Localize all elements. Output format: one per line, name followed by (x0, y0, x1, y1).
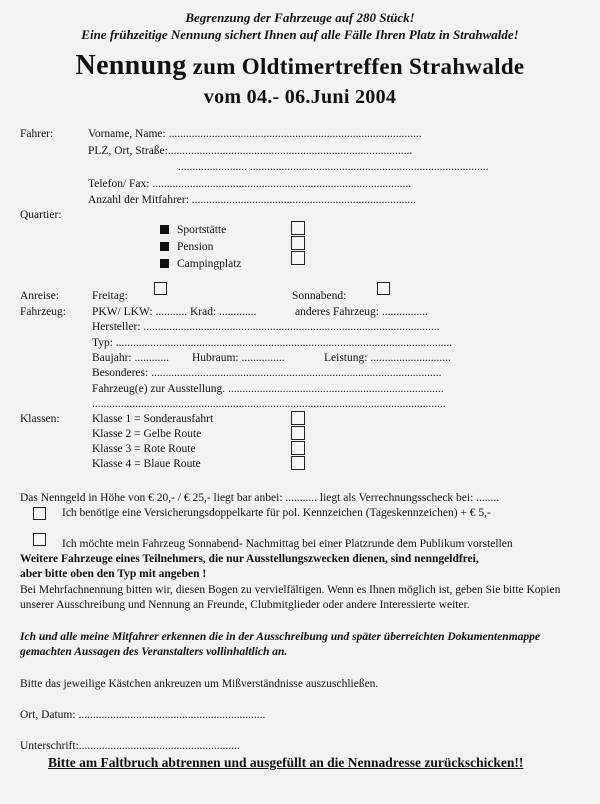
checkbox-class-2[interactable] (291, 426, 305, 440)
class-item-3: Klasse 3 = Rote Route (92, 443, 196, 455)
checkbox-insurance[interactable] (33, 507, 46, 520)
note-bold-line-2: aber bitte oben den Typ mit angeben ! (20, 568, 207, 580)
class-item-4: Klasse 4 = Blaue Route (92, 458, 201, 470)
title-rest: zum Oldtimertreffen Strahwalde (186, 54, 525, 79)
vehicle-extra-field[interactable]: ........................................................................................................................... (92, 398, 446, 410)
fee-line[interactable]: Das Nenngeld in Höhe von € 20,- / € 25,- liegt bar anbei: ........... liegt als Verrechnungsscheck bei: ........ (20, 492, 500, 504)
quartier-option-campingplatz: Campingplatz (160, 258, 242, 270)
other-vehicle-field[interactable]: anderes Fahrzeug: ................ (295, 306, 428, 318)
bullet-square-icon (160, 259, 169, 268)
footer-instruction: Bitte am Faltbruch abtrennen und ausgefüllt an die Nennadresse zurückschicken!! (48, 755, 524, 770)
note-acknowledgement: Ich und alle meine Mitfahrer erkennen die in der Ausschreibung und später überreichten Dokumentenmappe gemachten Aussagen des Veranstalters vollinhaltlich an. (20, 631, 541, 658)
note-bold-line-1: Weitere Fahrzeuge eines Teilnehmers, die nur Ausstellungszwecken dienen, sind nenngeldfrei, (20, 553, 479, 565)
fahrzeug-label: Fahrzeug: (20, 306, 66, 318)
friday-label: Freitag: (92, 290, 128, 302)
checkbox-saturday[interactable] (377, 282, 390, 295)
saturday-label: Sonnabend: (292, 290, 347, 302)
manufacturer-field[interactable]: Hersteller: ....................................................................................................... (92, 321, 440, 333)
quartier-label: Quartier: (20, 209, 62, 221)
checkbox-exhibit[interactable] (33, 533, 46, 546)
signature-field[interactable]: Unterschrift:........................................................ (20, 740, 240, 752)
displacement-field[interactable]: Hubraum: ............... (192, 352, 285, 364)
insurance-label: Ich benötige eine Versicherungsdoppelkarte für pol. Kennzeichen (Tageskennzeichen) + € 5,- (62, 507, 491, 519)
exhibit-label: Ich möchte mein Fahrzeug Sonnabend- Nachmittag bei einer Platzrunde dem Publikum vorstellen (62, 538, 513, 550)
name-field[interactable]: Vorname, Name: ........................................................................................ (88, 128, 422, 140)
bullet-square-icon (160, 225, 169, 234)
exhibition-field[interactable]: Fahrzeug(e) zur Ausstellung. ........................................................................... (92, 383, 444, 395)
bullet-square-icon (160, 242, 169, 251)
vehicle-type-field[interactable]: PKW/ LKW: ........... Krad: ............. (92, 306, 257, 318)
place-date-field[interactable]: Ort, Datum: ................................................................. (20, 709, 266, 721)
fahrer-label: Fahrer: (20, 128, 54, 140)
companions-field[interactable]: Anzahl der Mitfahrer: .............................................................................. (88, 194, 417, 206)
phone-field[interactable]: Telefon/ Fax: .......................................................................................... (88, 178, 412, 190)
note-paragraph: Bei Mehrfachnennung bitten wir, diesen Bogen zu vervielfältigen. Wenn es Ihnen möglich ist, geben Sie bitte Kopien unserer Ausschreibung und Nennung an Freunde, Clubmitglieder oder andere Interessierte weiter. (20, 584, 561, 611)
anreise-label: Anreise: (20, 290, 59, 302)
checkbox-campingplatz[interactable] (291, 251, 305, 265)
note-tick-boxes: Bitte das jeweilige Kästchen ankreuzen um Mißverständnisse auszuschließen. (20, 678, 379, 690)
checkbox-friday[interactable] (154, 282, 167, 295)
checkbox-pension[interactable] (291, 236, 305, 250)
page-title (0, 50, 600, 82)
checkbox-sportstaette[interactable] (291, 221, 305, 235)
checkbox-class-4[interactable] (291, 456, 305, 470)
checkbox-class-1[interactable] (291, 411, 305, 425)
type-field[interactable]: Typ: ..................................................................................................................... (92, 337, 453, 349)
quartier-option-pension: Pension (160, 241, 213, 253)
year-field[interactable]: Baujahr: ............ (92, 352, 169, 364)
quartier-option-sportstaette: Sportstätte (160, 224, 226, 236)
class-item-2: Klasse 2 = Gelbe Route (92, 428, 202, 440)
klassen-label: Klassen: (20, 413, 60, 425)
checkbox-class-3[interactable] (291, 441, 305, 455)
title-nennung: Nennung (75, 50, 187, 81)
event-dates: vom 04.- 06.Juni 2004 (203, 86, 397, 108)
special-field[interactable]: Besonderes: ..................................................................................................... (92, 367, 442, 379)
power-field[interactable]: Leistung: ............................ (324, 352, 451, 364)
address-cont-field[interactable]: ........................ ................................................................................... (178, 161, 489, 173)
class-item-1: Klasse 1 = Sonderausfahrt (92, 413, 214, 425)
address-field[interactable]: PLZ, Ort, Straße:..................................................................................... (88, 145, 413, 157)
header-line-1: Begrenzung der Fahrzeuge auf 280 Stück! (185, 10, 415, 25)
header-line-2: Eine frühzeitige Nennung sichert Ihnen auf alle Fälle Ihren Platz in Strahwalde! (81, 27, 519, 42)
